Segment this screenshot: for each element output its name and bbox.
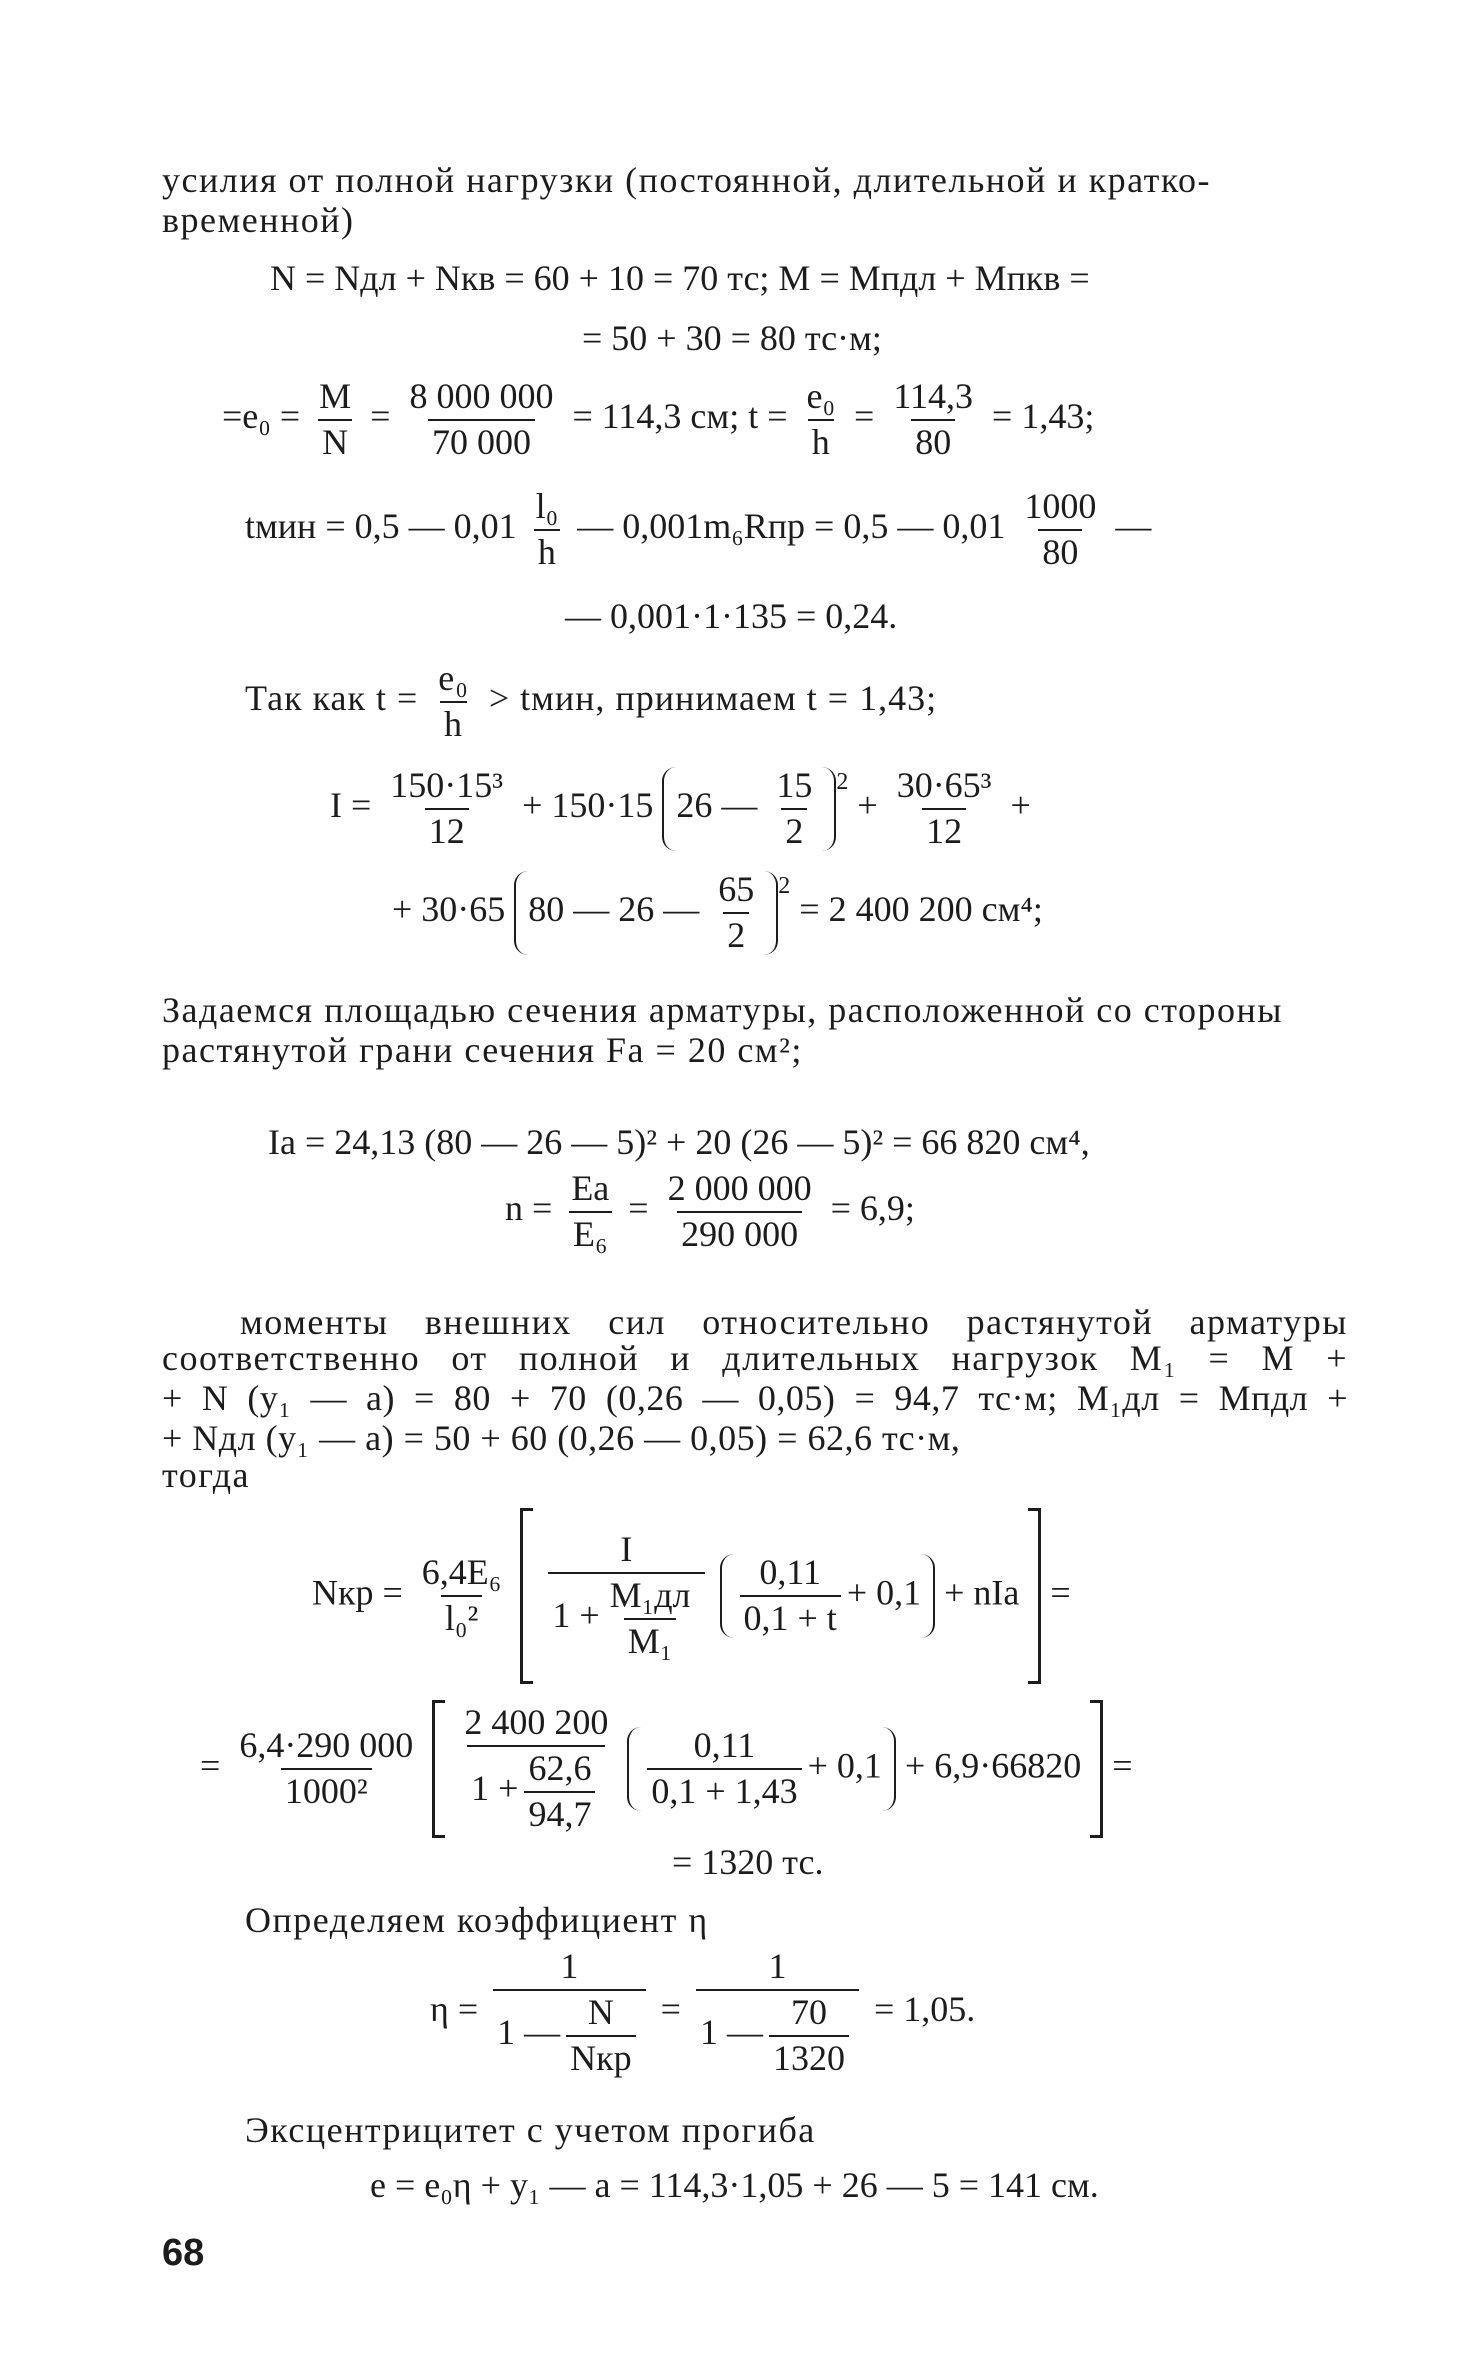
fraction-t-values: $\frac{114,3}{80}$ <box>893 376 974 462</box>
equation-eta: η = 1 1 — $\frac{N}{\text{Nкр}}$ = 1 1 — $\frac{70}{1320}$ = 1,05. <box>430 1946 976 2078</box>
fraction-65-over-2: $\frac{65}{2}$ <box>718 868 755 955</box>
fraction-0-11-over-t: $\frac{0,11}{0,1 + t}$ <box>740 1554 841 1638</box>
equation-total-moment: = 50 + 30 = 80 тс·м; <box>582 318 882 358</box>
eq2-lead: =e₀ = <box>222 396 301 437</box>
fraction-0-11-over-1-53: $\frac{0,11}{0,1 + 1,43}$ <box>647 1727 801 1811</box>
page-number: 68 <box>162 2232 205 2274</box>
paragraph-moments-l1: моменты внешних сил относительно растянутой арматуры <box>240 1302 1348 1342</box>
fraction-2400200: 2 400 200 1 + $\frac{62,6}{94,7}$ <box>464 1702 609 1834</box>
equation-inertia-cont: + 30·65 80 — 26 — $\frac{65}{2}$ $^2$ = 2 400 200 см⁴; <box>392 868 1043 955</box>
equation-critical-force: Nкр = $\frac{\text{6,4E₆}}{\text{l₀²}}$ I 1 + $\frac{\text{M₁дл}}{\text{M₁}}$ $\frac{0,11}{0,1 + t}$ + 0,1 + nIа = <box>312 1508 1071 1684</box>
fraction-i2: $\frac{\text{30·65³}}{12}$ <box>896 764 992 851</box>
fraction-moduli: $\frac{2 000 000}{290 000}$ <box>667 1168 812 1254</box>
paragraph-moments-l5: тогда <box>162 1455 251 1495</box>
paragraph-moments-l4: + Nдл (y₁ — a) = 50 + 60 (0,26 — 0,05) = 62,6 тс·м, <box>162 1418 961 1458</box>
paragraph-moments-l2: соответственно от полной и длительных нагрузок M₁ = M + <box>162 1338 1348 1378</box>
equation-inertia: I = $\frac{\text{150·15³}}{12}$ + 150·15 26 — $\frac{15}{2}$ $^2$ + $\frac{\text{30·65³}}{12}$ + <box>330 764 1031 851</box>
equation-ia: Iа = 24,13 (80 — 26 — 5)² + 20 (26 — 5)² = 66 820 см⁴, <box>268 1122 1090 1162</box>
equation-critical-force-result: = 1320 тс. <box>672 1842 824 1882</box>
paragraph-reinforcement-area: Задаемся площадью сечения арматуры, расположенной со стороны растянутой грани сечения Fа = 20 см²; <box>162 990 1283 1070</box>
paragraph-moments-l3: + N (y₁ — a) = 80 + 70 (0,26 — 0,05) = 94,7 тс·м; M₁дл = Mпдл + <box>162 1378 1348 1418</box>
fraction-e0-over-h-2: $\frac{\text{e₀}}{h}$ <box>438 658 469 744</box>
equation-t-check: Так как t = $\frac{\text{e₀}}{h}$ > tмин, принимаем t = 1,43; <box>245 658 938 744</box>
equation-t-min: tмин = 0,5 — 0,01 $\frac{\text{l₀}}{h}$ — 0,001m₆Rпр = 0,5 — 0,01 $\frac{1000}{80}$ — <box>245 486 1152 572</box>
equation-critical-force-values: = $\frac{6,4\cdot 290 000}{\text{1000²}}$ 2 400 200 1 + $\frac{62,6}{94,7}$ $\frac{0,11}{0,1 + 1,43}$ + 0,1 + 6,9·66820 = <box>200 1700 1133 1838</box>
equation-n-ratio: n = $\frac{Eа}{\text{E₆}}$ = $\frac{2 000 000}{290 000}$ = 6,9; <box>505 1168 915 1254</box>
fraction-ea-over-eb: $\frac{Eа}{\text{E₆}}$ <box>567 1170 613 1254</box>
paragraph-eta: Определяем коэффициент η <box>245 1900 709 1940</box>
equation-final-eccentricity: e = e₀η + y₁ — a = 114,3·1,05 + 26 — 5 = 141 см. <box>370 2165 1099 2205</box>
fraction-values: $\frac{8 000 000}{70 000}$ <box>409 376 554 462</box>
intro-paragraph: усилия от полной нагрузки (постоянной, длительной и кратко-временной) <box>162 160 1212 240</box>
fraction-m-over-n: $\frac{M}{N}$ <box>319 376 352 462</box>
equation-t-min-result: — 0,001·1·135 = 0,24. <box>565 596 898 636</box>
fraction-6-4-290000: $\frac{6,4\cdot 290 000}{\text{1000²}}$ <box>239 1725 414 1811</box>
fraction-1000-over-80: $\frac{1000}{80}$ <box>1024 486 1097 572</box>
fraction-eta-values: 1 1 — $\frac{70}{1320}$ <box>696 1948 859 2077</box>
fraction-eta-symbolic: 1 1 — $\frac{N}{\text{Nкр}}$ <box>493 1948 646 2077</box>
fraction-e0-over-h: $\frac{\text{e₀}}{h}$ <box>806 376 836 462</box>
paragraph-eccentricity-deflection: Эксцентрицитет с учетом прогиба <box>245 2110 816 2150</box>
equation-total-force: N = Nдл + Nкв = 60 + 10 = 70 тс; M = Mпдл + Mпкв = <box>270 258 1090 298</box>
fraction-i-over-denominator: I 1 + $\frac{\text{M₁дл}}{\text{M₁}}$ <box>548 1531 704 1660</box>
fraction-15-over-2: $\frac{15}{2}$ <box>776 764 813 851</box>
equation-eccentricity: =e₀ = $\frac{M}{N}$ = $\frac{8 000 000}{70 000}$ = 114,3 см; t = $\frac{\text{e₀}}{h}$ = $\frac{114,3}{80}$ = 1,43; <box>222 376 1095 462</box>
fraction-i1: $\frac{\text{150·15³}}{12}$ <box>390 764 504 851</box>
fraction-6-4eb-over-l0: $\frac{\text{6,4E₆}}{\text{l₀²}}$ <box>421 1552 502 1638</box>
fraction-l0-over-h: $\frac{\text{l₀}}{h}$ <box>535 486 559 572</box>
